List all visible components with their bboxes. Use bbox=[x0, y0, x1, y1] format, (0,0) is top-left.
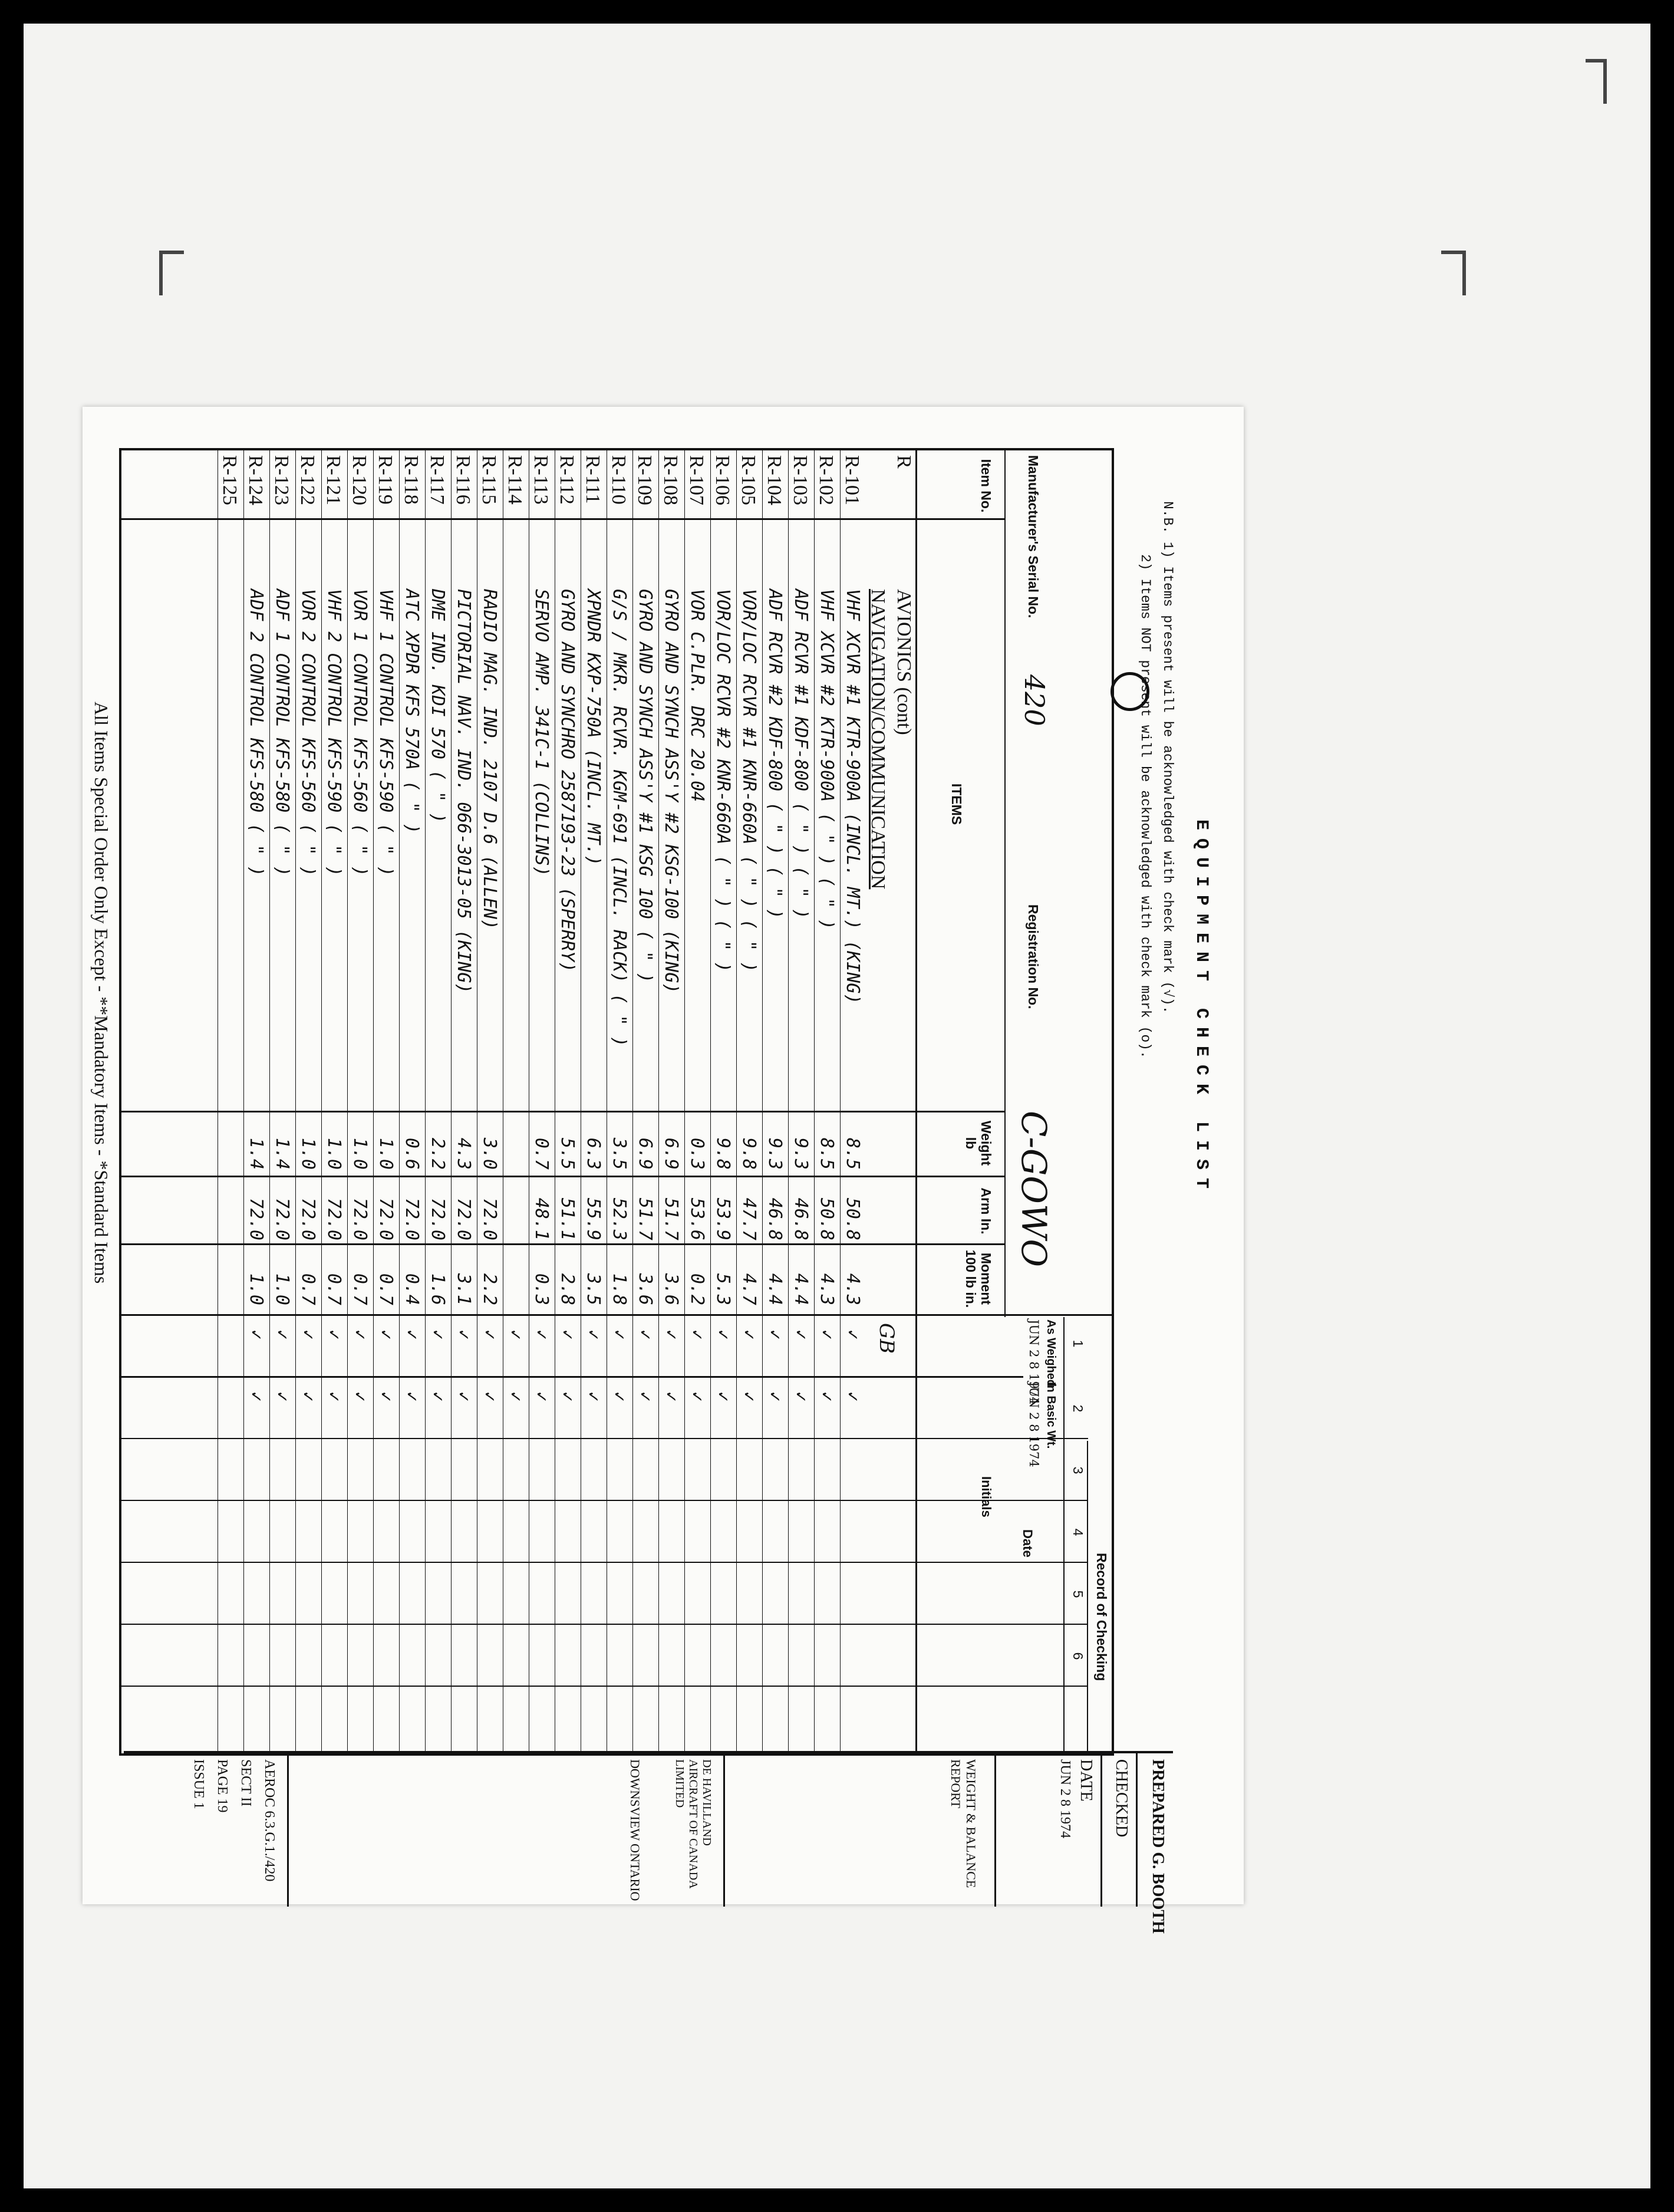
crop-mark-corner bbox=[1586, 59, 1607, 104]
col-moment: Moment 100 lb in. bbox=[963, 1249, 994, 1308]
record-num-4: 4 bbox=[1070, 1528, 1086, 1536]
record-of-checking bbox=[917, 1317, 1112, 1753]
check-as-weighed: ✓ bbox=[842, 1329, 863, 1341]
table-row bbox=[398, 450, 424, 1753]
item-weight: 9.8 bbox=[713, 1137, 733, 1170]
document-sheet bbox=[83, 407, 1244, 1934]
item-arm: 51.1 bbox=[557, 1197, 578, 1240]
page-ref: PAGE 19 bbox=[215, 1759, 230, 1813]
item-description: ADF 1 CONTROL KFS-580 ( " ) bbox=[272, 589, 292, 877]
issue-ref: ISSUE 1 bbox=[191, 1759, 206, 1809]
item-number: R-118 bbox=[400, 455, 422, 505]
item-moment: 2.8 bbox=[557, 1273, 578, 1305]
serial-label: Manufacturer's Serial No. bbox=[1026, 455, 1041, 618]
item-description: GYRO AND SYNCHRO 2587193-23 (SPERRY) bbox=[557, 589, 578, 973]
item-number: R-106 bbox=[711, 455, 733, 505]
check-in-basic: ✓ bbox=[739, 1391, 759, 1403]
table-row bbox=[347, 450, 373, 1753]
initials-signature: GB bbox=[875, 1323, 898, 1354]
item-arm: 48.1 bbox=[531, 1197, 552, 1240]
item-moment: 0.4 bbox=[401, 1273, 422, 1305]
registration-label: Registration No. bbox=[1026, 904, 1041, 1009]
check-as-weighed: ✓ bbox=[687, 1329, 707, 1341]
item-moment: 1.6 bbox=[427, 1273, 448, 1305]
check-in-basic: ✓ bbox=[246, 1391, 266, 1403]
check-in-basic: ✓ bbox=[790, 1391, 811, 1403]
item-number: R-108 bbox=[660, 455, 681, 505]
record-num-5: 5 bbox=[1070, 1590, 1086, 1598]
check-in-basic: ✓ bbox=[687, 1391, 707, 1403]
item-number: R-109 bbox=[634, 455, 655, 505]
checked-label: CHECKED bbox=[1112, 1759, 1131, 1838]
record-title: Record of Checking bbox=[1094, 1553, 1109, 1681]
check-in-basic: ✓ bbox=[764, 1391, 785, 1403]
col-weight: Weight lb bbox=[963, 1120, 994, 1166]
check-in-basic: ✓ bbox=[298, 1391, 318, 1403]
item-weight: 1.0 bbox=[298, 1137, 318, 1170]
table-row bbox=[269, 450, 295, 1753]
item-weight: 4.3 bbox=[453, 1137, 474, 1170]
item-moment: 1.0 bbox=[272, 1273, 292, 1305]
item-moment: 1.8 bbox=[609, 1273, 630, 1305]
item-number: R-119 bbox=[374, 455, 396, 505]
check-as-weighed: ✓ bbox=[790, 1329, 811, 1341]
item-description: DME IND. KDI 570 ( " ) bbox=[427, 589, 448, 824]
item-number: R-121 bbox=[322, 455, 344, 505]
item-weight: 8.5 bbox=[816, 1137, 837, 1170]
item-number: R-117 bbox=[426, 455, 448, 505]
item-description: VOR 1 CONTROL KFS-560 ( " ) bbox=[350, 589, 370, 877]
table-row bbox=[450, 450, 476, 1753]
item-weight: 6.9 bbox=[661, 1137, 681, 1170]
item-number: R-113 bbox=[530, 455, 552, 505]
item-description: VOR C.PLR. DRC 20.04 bbox=[687, 589, 707, 802]
item-arm: 72.0 bbox=[298, 1197, 318, 1240]
check-in-basic: ✓ bbox=[609, 1391, 630, 1403]
item-moment: 0.3 bbox=[531, 1273, 552, 1305]
item-arm: 53.9 bbox=[713, 1197, 733, 1240]
rotated-page bbox=[83, 407, 1244, 1934]
footer-note: All Items Special Order Only Except - **Mandatory Items - *Standard Items bbox=[91, 702, 112, 1284]
item-weight: 2.2 bbox=[427, 1137, 448, 1170]
item-weight: 9.3 bbox=[790, 1137, 811, 1170]
report-title: WEIGHT & BALANCE REPORT bbox=[948, 1759, 978, 1888]
table-row bbox=[787, 450, 813, 1753]
equipment-table bbox=[119, 448, 1114, 1756]
table-row bbox=[243, 450, 269, 1753]
item-description: VHF 2 CONTROL KFS-590 ( " ) bbox=[324, 589, 344, 877]
item-number: R-111 bbox=[582, 455, 604, 504]
table-row bbox=[373, 450, 398, 1753]
item-description: GYRO AND SYNCH ASS'Y #1 KSG 100 ( " ) bbox=[635, 589, 655, 983]
item-arm: 72.0 bbox=[246, 1197, 266, 1240]
item-moment: 0.2 bbox=[687, 1273, 707, 1305]
item-weight: 3.5 bbox=[609, 1137, 630, 1170]
item-arm: 51.7 bbox=[661, 1197, 681, 1240]
item-number: R-107 bbox=[686, 455, 707, 505]
check-in-basic: ✓ bbox=[350, 1391, 370, 1403]
in-basic-date: JUN 2 8 1974 bbox=[1027, 1382, 1041, 1467]
item-description: VOR/LOC RCVR #1 KNR-660A ( " ) ( " ) bbox=[739, 589, 759, 973]
item-moment: 1.0 bbox=[246, 1273, 266, 1305]
check-as-weighed: ✓ bbox=[739, 1329, 759, 1341]
item-number: R-101 bbox=[841, 455, 863, 505]
item-number: R-112 bbox=[556, 455, 578, 505]
serial-value: 420 bbox=[1019, 674, 1050, 726]
table-row bbox=[424, 450, 450, 1753]
table-row bbox=[839, 450, 865, 1753]
table-row bbox=[813, 450, 839, 1753]
item-arm: 72.0 bbox=[453, 1197, 474, 1240]
item-number: R-103 bbox=[789, 455, 811, 505]
check-as-weighed: ✓ bbox=[635, 1329, 655, 1341]
date-label: DATE bbox=[1077, 1759, 1095, 1802]
table-row bbox=[528, 450, 554, 1753]
item-moment: 0.7 bbox=[298, 1273, 318, 1305]
item-weight: 3.0 bbox=[479, 1137, 500, 1170]
check-in-basic: ✓ bbox=[401, 1391, 422, 1403]
check-in-basic: ✓ bbox=[375, 1391, 396, 1403]
item-number: R-104 bbox=[763, 455, 785, 505]
check-in-basic: ✓ bbox=[713, 1391, 733, 1403]
item-weight: 0.7 bbox=[531, 1137, 552, 1170]
item-moment: 4.3 bbox=[816, 1273, 837, 1305]
check-in-basic: ✓ bbox=[427, 1391, 448, 1403]
item-moment: 3.1 bbox=[453, 1273, 474, 1305]
item-moment: 5.3 bbox=[713, 1273, 733, 1305]
item-arm: 47.7 bbox=[739, 1197, 759, 1240]
check-as-weighed: ✓ bbox=[479, 1329, 500, 1341]
section-row bbox=[891, 450, 917, 1753]
item-arm: 55.9 bbox=[583, 1197, 604, 1240]
check-in-basic: ✓ bbox=[842, 1391, 863, 1403]
item-number: R-123 bbox=[271, 455, 292, 505]
table-row bbox=[684, 450, 710, 1753]
record-num-6: 6 bbox=[1070, 1652, 1086, 1660]
item-moment: 4.4 bbox=[764, 1273, 785, 1305]
item-weight: 9.3 bbox=[764, 1137, 785, 1170]
record-initials-label: Initials bbox=[979, 1476, 994, 1518]
item-arm: 72.0 bbox=[375, 1197, 396, 1240]
crop-mark-top-right bbox=[1441, 251, 1466, 295]
table-row bbox=[736, 450, 762, 1753]
item-arm: 50.8 bbox=[842, 1197, 863, 1240]
item-moment: 3.6 bbox=[661, 1273, 681, 1305]
aeroc-ref: AEROC 6.3.G.1./420 bbox=[262, 1759, 277, 1882]
item-arm: 52.3 bbox=[609, 1197, 630, 1240]
check-as-weighed: ✓ bbox=[375, 1329, 396, 1341]
item-description: XPNDR KXP-750A (INCL. MT.) bbox=[583, 589, 604, 866]
item-arm: 72.0 bbox=[324, 1197, 344, 1240]
item-number: R-110 bbox=[608, 455, 630, 505]
check-in-basic: ✓ bbox=[453, 1391, 474, 1403]
note-2: 2) Items NOT present will be acknowledged with check mark (o). bbox=[1138, 554, 1153, 1059]
table-row bbox=[321, 450, 347, 1753]
check-as-weighed: ✓ bbox=[531, 1329, 552, 1341]
item-description: VHF 1 CONTROL KFS-590 ( " ) bbox=[375, 589, 396, 877]
item-arm: 50.8 bbox=[816, 1197, 837, 1240]
item-description: RADIO MAG. IND. 2107 D.6 (ALLEN) bbox=[479, 589, 500, 930]
item-number: R-115 bbox=[478, 455, 500, 505]
item-weight: 0.3 bbox=[687, 1137, 707, 1170]
check-as-weighed: ✓ bbox=[350, 1329, 370, 1341]
check-in-basic: ✓ bbox=[479, 1391, 500, 1403]
item-moment: 2.2 bbox=[479, 1273, 500, 1305]
record-num-1: 1 bbox=[1070, 1339, 1086, 1348]
item-weight: 1.4 bbox=[272, 1137, 292, 1170]
check-as-weighed: ✓ bbox=[816, 1329, 837, 1341]
table-row bbox=[580, 450, 606, 1753]
item-number: R-114 bbox=[504, 455, 526, 505]
check-as-weighed: ✓ bbox=[272, 1329, 292, 1341]
item-weight: 6.3 bbox=[583, 1137, 604, 1170]
item-moment: 0.7 bbox=[324, 1273, 344, 1305]
check-in-basic: ✓ bbox=[816, 1391, 837, 1403]
item-description: ADF RCVR #1 KDF-800 ( " ) ( " ) bbox=[790, 589, 811, 919]
item-description: ADF RCVR #2 KDF-800 ( " ) ( " ) bbox=[764, 589, 785, 919]
as-weighed-label: As Weighed bbox=[1044, 1319, 1057, 1387]
item-moment: 3.5 bbox=[583, 1273, 604, 1305]
notes bbox=[1134, 501, 1179, 1059]
check-in-basic: ✓ bbox=[557, 1391, 578, 1403]
item-description: SERVO AMP. 341C-1 (COLLINS) bbox=[531, 589, 552, 877]
subsection-title: NAVIGATION/COMMUNICATION bbox=[867, 589, 889, 890]
item-description: VOR/LOC RCVR #2 KNR-660A ( " ) ( " ) bbox=[713, 589, 733, 973]
document-title: EQUIPMENT CHECK LIST bbox=[1191, 819, 1211, 1197]
check-in-basic: ✓ bbox=[272, 1391, 292, 1403]
item-arm: 53.6 bbox=[687, 1197, 707, 1240]
item-arm: 72.0 bbox=[401, 1197, 422, 1240]
item-arm: 72.0 bbox=[350, 1197, 370, 1240]
item-description: VHF XCVR #1 KTR-900A (INCL. MT.) (KING) bbox=[842, 589, 863, 1005]
record-num-2: 2 bbox=[1070, 1404, 1086, 1413]
item-moment: 0.7 bbox=[375, 1273, 396, 1305]
table-row bbox=[762, 450, 787, 1753]
table-row bbox=[476, 450, 502, 1753]
item-arm: 72.0 bbox=[427, 1197, 448, 1240]
check-in-basic: ✓ bbox=[324, 1391, 344, 1403]
item-arm: 46.8 bbox=[790, 1197, 811, 1240]
record-num-3: 3 bbox=[1070, 1466, 1086, 1474]
item-arm: 72.0 bbox=[479, 1197, 500, 1240]
check-as-weighed: ✓ bbox=[324, 1329, 344, 1341]
table-row bbox=[710, 450, 736, 1753]
item-moment: 4.4 bbox=[790, 1273, 811, 1305]
subsection-row bbox=[865, 450, 891, 1753]
item-description: GYRO AND SYNCH ASS'Y #2 KSG-100 (KING) bbox=[661, 589, 681, 994]
check-as-weighed: ✓ bbox=[427, 1329, 448, 1341]
check-in-basic: ✓ bbox=[531, 1391, 552, 1403]
item-weight: 1.0 bbox=[350, 1137, 370, 1170]
item-arm: 46.8 bbox=[764, 1197, 785, 1240]
check-as-weighed: ✓ bbox=[298, 1329, 318, 1341]
check-in-basic: ✓ bbox=[661, 1391, 681, 1403]
record-date-label: Date bbox=[1020, 1529, 1035, 1558]
table-row bbox=[217, 450, 243, 1753]
item-number: R-105 bbox=[737, 455, 759, 505]
item-arm: 51.7 bbox=[635, 1197, 655, 1240]
report-sidebar bbox=[124, 1751, 1173, 1934]
item-moment: 0.7 bbox=[350, 1273, 370, 1305]
company-location: DOWNSVIEW ONTARIO bbox=[628, 1759, 642, 1901]
item-arm: 72.0 bbox=[272, 1197, 292, 1240]
check-as-weighed: ✓ bbox=[713, 1329, 733, 1341]
col-arm: Arm In. bbox=[978, 1187, 994, 1235]
item-weight: 1.0 bbox=[375, 1137, 396, 1170]
col-item-no: Item No. bbox=[978, 459, 994, 513]
item-weight: 6.9 bbox=[635, 1137, 655, 1170]
item-description: G/S / MKR. RCVR. KGM-691 (INCL. RACK) ( " ) bbox=[609, 589, 630, 1047]
note-1: N.B. 1) Items present will be acknowledged with check mark (√). bbox=[1160, 501, 1175, 1014]
crop-mark-top-left bbox=[159, 251, 184, 295]
check-as-weighed: ✓ bbox=[764, 1329, 785, 1341]
registration-value: C-GOWO bbox=[1014, 1111, 1054, 1268]
table-row bbox=[632, 450, 658, 1753]
item-moment: 4.7 bbox=[739, 1273, 759, 1305]
item-number: R-124 bbox=[245, 455, 266, 505]
date-value: JUN 2 8 1974 bbox=[1057, 1759, 1073, 1839]
section-title: AVIONICS (cont) bbox=[893, 589, 915, 735]
item-number: R-116 bbox=[452, 455, 474, 505]
prepared-by: PREPARED G. BOOTH bbox=[1149, 1759, 1167, 1934]
in-basic-label: In Basic Wt. bbox=[1044, 1382, 1057, 1449]
item-moment: 3.6 bbox=[635, 1273, 655, 1305]
check-as-weighed: ✓ bbox=[505, 1329, 526, 1341]
check-as-weighed: ✓ bbox=[661, 1329, 681, 1341]
check-as-weighed: ✓ bbox=[583, 1329, 604, 1341]
table-row bbox=[606, 450, 632, 1753]
item-moment: 4.3 bbox=[842, 1273, 863, 1305]
item-weight: 1.4 bbox=[246, 1137, 266, 1170]
check-in-basic: ✓ bbox=[505, 1391, 526, 1403]
check-in-basic: ✓ bbox=[635, 1391, 655, 1403]
item-description: PICTORIAL NAV. IND. 066-3013-05 (KING) bbox=[453, 589, 474, 994]
table-row bbox=[554, 450, 580, 1753]
table-row bbox=[658, 450, 684, 1753]
check-as-weighed: ✓ bbox=[401, 1329, 422, 1341]
section-letter: R bbox=[893, 455, 915, 469]
check-in-basic: ✓ bbox=[583, 1391, 604, 1403]
as-weighed-date: JUN 2 8 1974 bbox=[1027, 1319, 1041, 1405]
table-row bbox=[295, 450, 321, 1753]
check-as-weighed: ✓ bbox=[246, 1329, 266, 1341]
item-weight: 8.5 bbox=[842, 1137, 863, 1170]
sect-ref: SECT II bbox=[238, 1759, 253, 1807]
item-number: R-125 bbox=[219, 455, 240, 505]
check-as-weighed: ✓ bbox=[453, 1329, 474, 1341]
table-row bbox=[502, 450, 528, 1753]
check-as-weighed: ✓ bbox=[557, 1329, 578, 1341]
item-number: R-102 bbox=[815, 455, 837, 505]
check-as-weighed: ✓ bbox=[609, 1329, 630, 1341]
item-number: R-120 bbox=[348, 455, 370, 505]
item-weight: 1.0 bbox=[324, 1137, 344, 1170]
item-description: VOR 2 CONTROL KFS-560 ( " ) bbox=[298, 589, 318, 877]
item-description: ADF 2 CONTROL KFS-580 ( " ) bbox=[246, 589, 266, 877]
item-weight: 5.5 bbox=[557, 1137, 578, 1170]
company-name: DE HAVILLAND AIRCRAFT OF CANADA LIMITED bbox=[673, 1759, 713, 1888]
item-number: R-122 bbox=[296, 455, 318, 505]
col-items: ITEMS bbox=[949, 783, 964, 825]
item-description: VHF XCVR #2 KTR-900A ( " ) ( " ) bbox=[816, 589, 837, 930]
item-weight: 0.6 bbox=[401, 1137, 422, 1170]
item-description: ATC XPDR KFS 570A ( " ) bbox=[401, 589, 422, 834]
item-weight: 9.8 bbox=[739, 1137, 759, 1170]
